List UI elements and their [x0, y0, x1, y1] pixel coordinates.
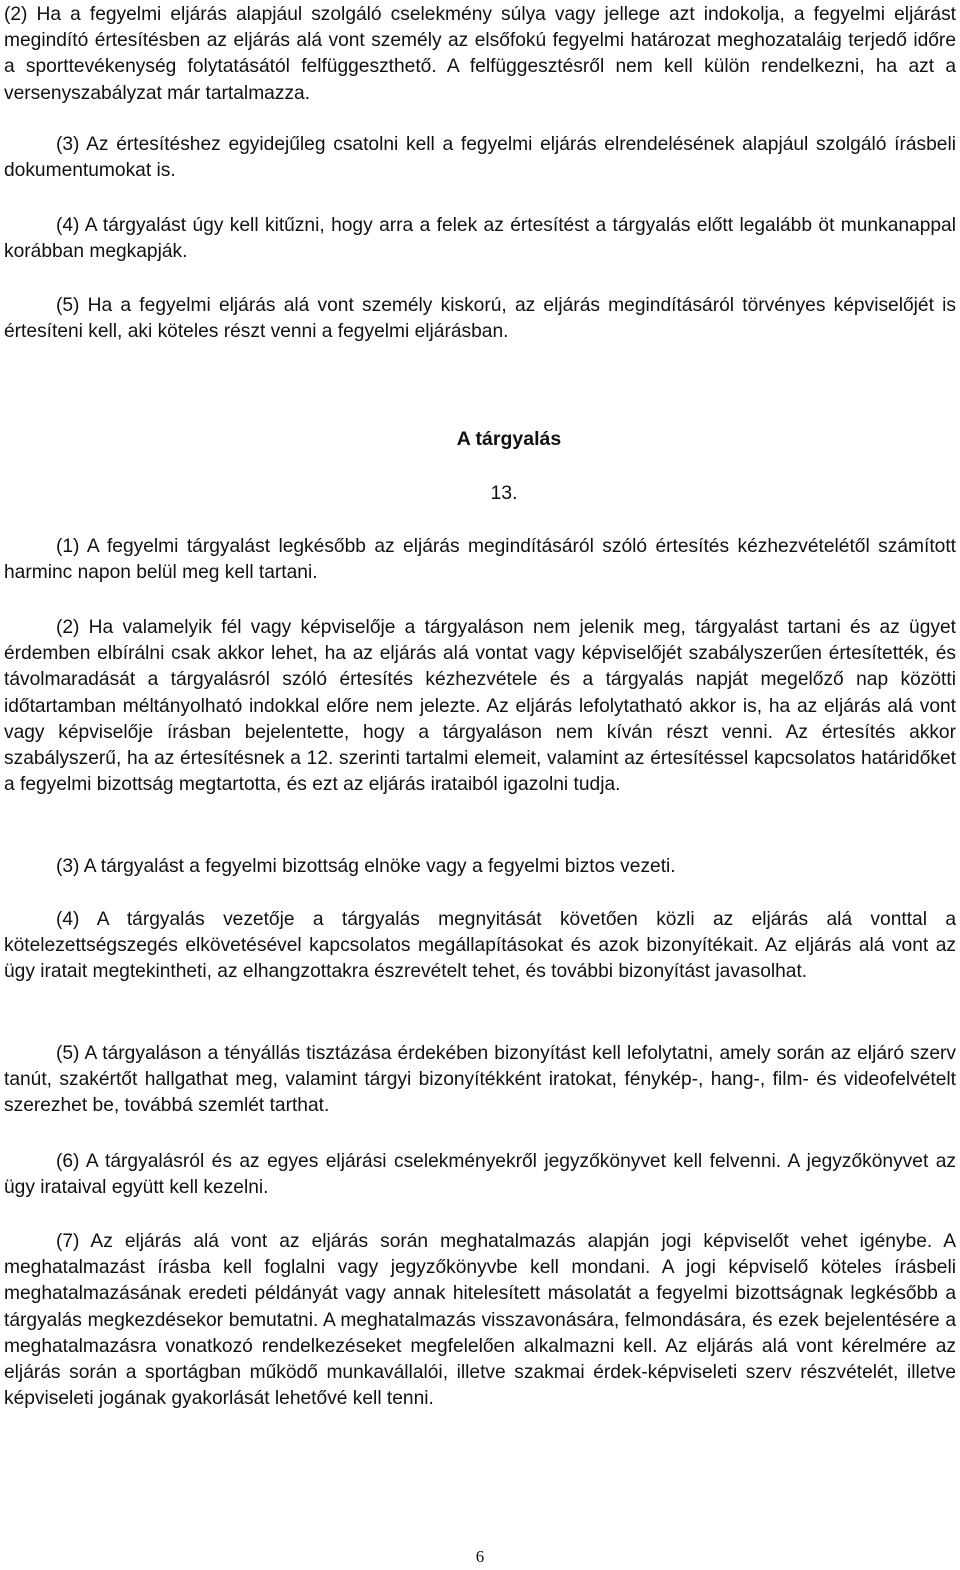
- section-paragraph-4: (4) A tárgyalás vezetője a tárgyalás megnyitását követően közli az eljárás alá vonttal a kötelezettségszegés elkövetésével kapcsolatos megállapításokat és azok bizonyítékait. Az eljárás alá vont az ügy iratait megtekintheti, az elhangzottakra észrevételt tehet, és további bizonyítást javasolhat.: [4, 909, 956, 983]
- section-number: [4, 480, 960, 506]
- page-number: 6: [475, 1547, 485, 1566]
- document-page: [4, 0, 956, 1570]
- section-paragraph-7: (7) Az eljárás alá vont az eljárás során meghatalmazás alapján jogi képviselőt vehet igénybe. A meghatalmazást írásba kell foglalni vagy jegyzőkönyvbe kell mondani. A jogi képviselő köteles írásbeli meghatalmazásának eredeti példányát vagy annak hitelesített másolatát a fegyelmi bizottságnak legkésőbb a tárgyalás megkezdésekor bemutatni. A meghatalmazás visszavonására, felmondására, és ezek bejelentésére a meghatalmazásra vonatkozó rendelkezéseket megfelelően alkalmazni kell. Az eljárás alá vont kérelmére az eljárás során a sportágban működő munkavállalói, illetve szakmai érdek-képviseleti szerv részvételét, illetve képviseleti jogának gyakorlását lehetővé kell tenni.: [4, 1231, 956, 1410]
- paragraph-2-continued: (2) Ha a fegyelmi eljárás alapjául szolgáló cselekmény súlya vagy jellege azt indokolja, a fegyelmi eljárást megindító értesítésben az eljárás alá vont személy az elsőfokú fegyelmi határozat meghozataláig terjedő időre a sporttevékenység folytatásától felfüggeszthető. A felfüggesztésről nem kell külön rendelkezni, ha azt a versenyszabályzat már tartalmazza.: [4, 4, 956, 104]
- section-paragraph-1: (1) A fegyelmi tárgyalást legkésőbb az eljárás megindításáról szóló értesítés kézhezvételétől számított harminc napon belül meg kell tartani.: [4, 536, 956, 584]
- section-paragraph-2: (2) Ha valamelyik fél vagy képviselője a tárgyaláson nem jelenik meg, tárgyalást tartani és az ügyet érdemben elbírálni csak akkor lehet, ha az eljárás alá vontat vagy képviselőjét szabályszerűen értesítették, és távolmaradását a tárgyalásról szóló értesítés kézhezvétele és a tárgyalás napját megelőző nap közötti időtartamban méltányolható indokkal előre nem jelezte. Az eljárás lefolytatható akkor is, ha az eljárás alá vont vagy képviselője írásban bejelentette, hogy a tárgyaláson nem kíván részt venni. Az értesítés akkor szabályszerű, ha az értesítésnek a 12. szerinti tartalmi elemeit, valamint az értesítéssel kapcsolatos határidőket a fegyelmi bizottság megtartotta, és ezt az eljárás irataiból igazolni tudja.: [4, 617, 956, 796]
- section-number-text: 13.: [490, 482, 518, 504]
- section-heading: A tárgyalás: [456, 428, 562, 450]
- section-paragraph-5: (5) A tárgyaláson a tényállás tisztázása érdekében bizonyítást kell lefolytatni, amely során az eljáró szerv tanút, szakértőt hallgathat meg, valamint tárgyi bizonyítékként iratokat, fénykép-, hang-, film- és videofelvételt szerezhet be, továbbá szemlét tarthat.: [4, 1043, 956, 1117]
- paragraph-3: (3) Az értesítéshez egyidejűleg csatolni kell a fegyelmi eljárás elrendelésének alapjául szolgáló írásbeli dokumentumokat is.: [4, 134, 956, 182]
- section-paragraph-3: (3) A tárgyalást a fegyelmi bizottság elnöke vagy a fegyelmi biztos vezeti.: [56, 856, 676, 877]
- paragraph-5: (5) Ha a fegyelmi eljárás alá vont személy kiskorú, az eljárás megindításáról törvényes képviselőjét is értesíteni kell, aki köteles részt venni a fegyelmi eljárásban.: [4, 295, 956, 343]
- paragraph-4: (4) A tárgyalást úgy kell kitűzni, hogy arra a felek az értesítést a tárgyalás előtt legalább öt munkanappal korábban megkapják.: [4, 215, 956, 263]
- section-paragraph-6: (6) A tárgyalásról és az egyes eljárási cselekményekről jegyzőkönyvet kell felvenni. A jegyzőkönyvet az ügy irataival együtt kell kezelni.: [4, 1151, 956, 1199]
